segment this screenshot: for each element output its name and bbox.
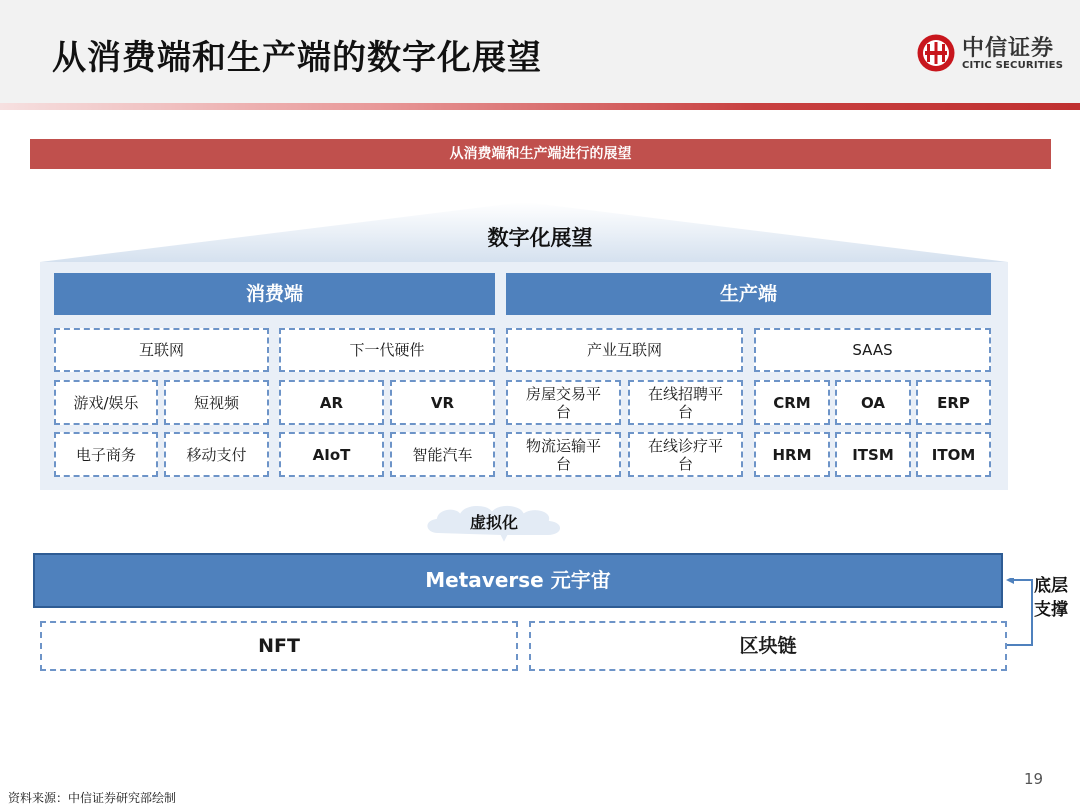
support-label-line-1: 底层 [1034, 576, 1068, 596]
company-logo [914, 33, 1064, 79]
item-vr: VR [390, 380, 495, 425]
item-crm: CRM [754, 380, 830, 425]
group-next-gen-hardware: 下一代硬件 [279, 328, 495, 372]
consumer-header: 消费端 [54, 273, 495, 315]
item-itom: ITOM [916, 432, 991, 477]
support-label-line-2: 支撑 [1034, 600, 1068, 620]
page-number: 19 [1024, 770, 1044, 788]
support-label [1034, 574, 1078, 622]
page-title: 从消费端和生产端的数字化展望 [52, 38, 542, 78]
citic-logo-icon [916, 33, 956, 73]
item-short-video: 短视频 [164, 380, 269, 425]
roof-label: 数字化展望 [487, 226, 593, 250]
section-banner: 从消费端和生产端进行的展望 [30, 139, 1051, 169]
item-aiot: AIoT [279, 432, 384, 477]
item-ar: AR [279, 380, 384, 425]
item-logistics-platform: 物流运输平台 [506, 432, 621, 477]
item-smart-car: 智能汽车 [390, 432, 495, 477]
producer-header: 生产端 [506, 273, 991, 315]
item-telemedicine-platform: 在线诊疗平台 [628, 432, 743, 477]
item-itsm: ITSM [835, 432, 911, 477]
logo-text-cn: 中信证券 [962, 36, 1055, 61]
header-divider [0, 103, 1080, 110]
source-note: 资料来源：中信证券研究部绘制 [8, 791, 177, 805]
foundation-blockchain: 区块链 [529, 621, 1007, 671]
metaverse-bar: Metaverse 元宇宙 [33, 553, 1003, 608]
logo-text-en: CITIC SECURITIES [962, 60, 1064, 71]
item-mobile-payment: 移动支付 [164, 432, 269, 477]
group-industrial-internet: 产业互联网 [506, 328, 743, 372]
foundation-nft: NFT [40, 621, 518, 671]
item-recruiting-platform: 在线招聘平台 [628, 380, 743, 425]
group-internet: 互联网 [54, 328, 269, 372]
item-erp: ERP [916, 380, 991, 425]
item-housing-platform: 房屋交易平台 [506, 380, 621, 425]
group-saas: SAAS [754, 328, 991, 372]
item-hrm: HRM [754, 432, 830, 477]
virtualization-label: 虚拟化 [469, 513, 518, 532]
item-gaming-entertainment: 游戏/娱乐 [54, 380, 158, 425]
item-ecommerce: 电子商务 [54, 432, 158, 477]
item-oa: OA [835, 380, 911, 425]
